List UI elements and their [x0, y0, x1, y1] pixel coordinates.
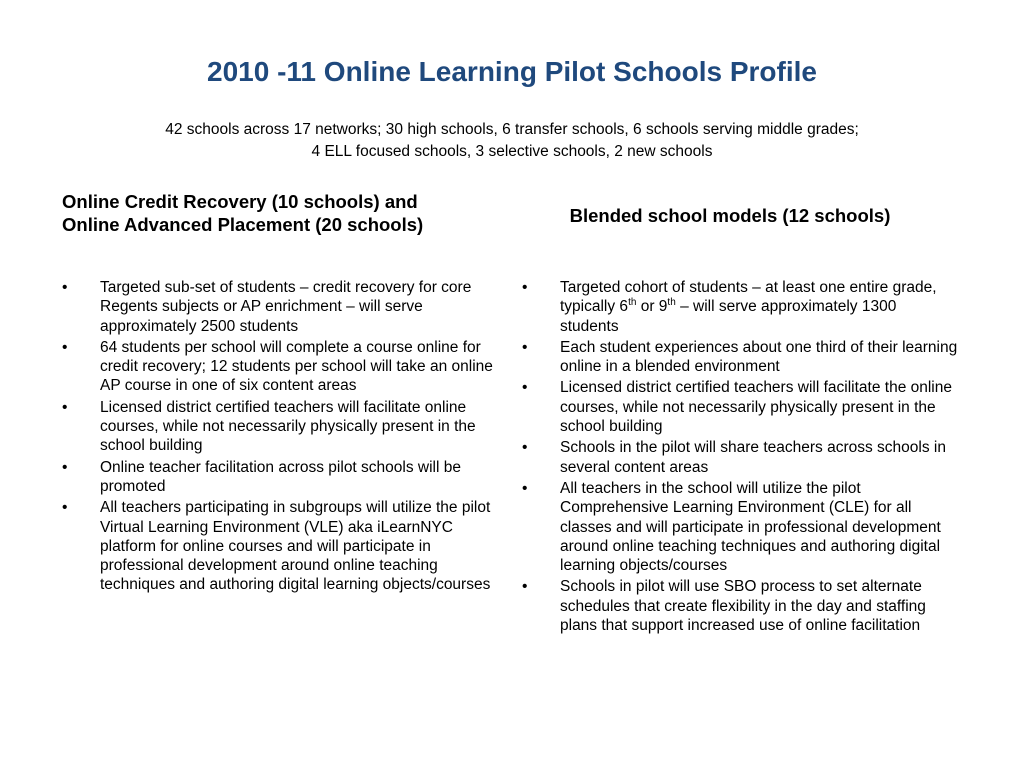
bullet-icon: •: [62, 279, 68, 296]
bullet-text-part: or 9: [636, 298, 668, 316]
slide-subtitle: [0, 119, 1024, 163]
bullet-text: 64 students per school will complete a course online for credit recovery; 12 students per school will take an online AP course in one of six content areas: [100, 338, 493, 395]
bullet-icon: •: [522, 439, 528, 457]
ordinal-suffix: th: [667, 297, 676, 309]
bullet-text-part: Targeted cohort of students – at least one entire grade, typically 6: [560, 279, 937, 316]
left-column-heading: [62, 190, 502, 236]
left-bullet-list: [62, 278, 498, 597]
bullet-text: Each student experiences about one third of their learning online in a blended environment: [560, 338, 958, 376]
bullet-icon: •: [522, 279, 528, 296]
right-column-heading: Blended school models (12 schools): [569, 205, 891, 226]
bullet-icon: •: [62, 499, 68, 517]
bullet-icon: •: [522, 379, 528, 397]
list-item: [62, 398, 498, 456]
left-heading-line-1: Online Credit Recovery (10 schools) and: [62, 191, 418, 212]
bullet-text: Licensed district certified teachers will facilitate online courses, while not necessarily physically present in the school building: [100, 398, 476, 455]
list-item: [62, 458, 498, 497]
list-item: [62, 498, 498, 594]
list-item: [522, 438, 958, 477]
bullet-text: [560, 279, 937, 335]
list-item: [522, 577, 958, 635]
list-item: [522, 378, 958, 436]
list-item: [522, 338, 958, 377]
list-item: [522, 479, 958, 575]
bullet-text: All teachers in the school will utilize the pilot Comprehensive Learning Environment (CLE) for all classes and will participate in professional development around online teaching techniques and authoring digital learning objects/courses: [560, 479, 941, 575]
right-bullet-list: [522, 278, 958, 637]
left-heading-line-2: Online Advanced Placement (20 schools): [62, 214, 424, 235]
list-item: [62, 338, 498, 396]
bullet-icon: •: [522, 578, 528, 596]
bullet-text-part: – will serve approximately 1300 students: [560, 298, 897, 335]
subtitle-line-1: 42 schools across 17 networks; 30 high schools, 6 transfer schools, 6 schools serving middle grades;: [165, 121, 859, 138]
bullet-icon: •: [522, 338, 528, 356]
bullet-text: Online teacher facilitation across pilot schools will be promoted: [100, 458, 461, 495]
subtitle-line-2: 4 ELL focused schools, 3 selective schools, 2 new schools: [311, 143, 713, 160]
bullet-text: All teachers participating in subgroups will utilize the pilot Virtual Learning Environment (VLE) aka iLearnNYC platform for online courses and will participate in professional development around online teaching techniques and authoring digital learning objects/courses: [100, 499, 491, 594]
slide-title: 2010 -11 Online Learning Pilot Schools Profile: [207, 56, 817, 87]
ordinal-suffix: th: [628, 297, 637, 309]
bullet-text: Targeted sub-set of students – credit recovery for core Regents subjects or AP enrichment – will serve approximately 2500 students: [100, 279, 472, 335]
list-item: [62, 278, 498, 336]
bullet-text: Schools in pilot will use SBO process to set alternate schedules that create flexibility in the day and staffing plans that support increased use of online facilitation: [560, 578, 926, 635]
bullet-icon: •: [62, 338, 68, 356]
bullet-text: Licensed district certified teachers will facilitate the online courses, while not necessarily physically present in the school building: [560, 379, 952, 436]
bullet-icon: •: [522, 479, 528, 497]
list-item: [522, 278, 958, 336]
bullet-text: Schools in the pilot will share teachers across schools in several content areas: [560, 439, 946, 476]
bullet-icon: •: [62, 398, 68, 416]
bullet-icon: •: [62, 458, 68, 476]
